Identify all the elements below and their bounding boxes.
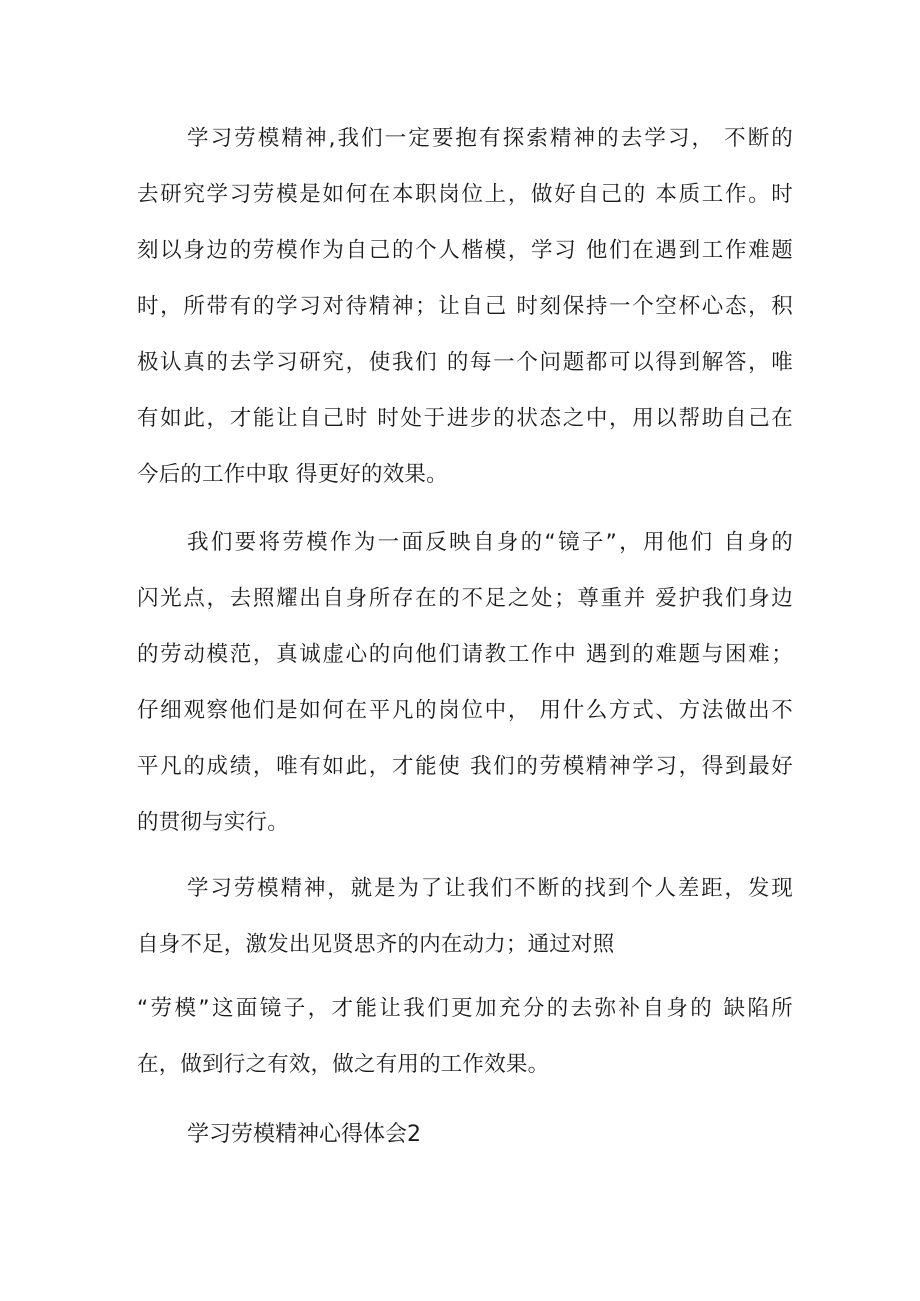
paragraph-2-line-2: 闪光点，去照耀出自身所存在的不足之处；尊重并 爱护我们身边: [137, 586, 793, 611]
paragraph-1-line-2: 去研究学习劳模是如何在本职岗位上，做好自己的 本质工作。时: [137, 182, 793, 207]
paragraph-2-line-4: 仔细观察他们是如何在平凡的岗位中， 用什么方式、方法做出不: [137, 698, 793, 723]
paragraph-2-line-1: 我们要将劳模作为一面反映自身的“镜子”，用他们 自身的: [187, 530, 793, 555]
paragraph-2-line-6: 的贯彻与实行。: [137, 810, 289, 835]
paragraph-1-line-4: 时，所带有的学习对待精神；让自己 时刻保持一个空杯心态，积: [137, 294, 793, 319]
paragraph-1-line-5: 极认真的去学习研究，使我们 的每一个问题都可以得到解答，唯: [137, 350, 793, 375]
paragraph-1-line-7: 今后的工作中取 得更好的效果。: [137, 462, 448, 487]
paragraph-3-line-2: 自身不足，激发出见贤思齐的内在动力；通过对照: [137, 932, 615, 957]
paragraph-4-line-1: “劳模”这面镜子，才能让我们更加充分的去弥补自身的 缺陷所: [137, 996, 793, 1021]
paragraph-1-line-6: 有如此，才能让自己时 时处于进步的状态之中，用以帮助自己在: [137, 406, 793, 431]
paragraph-2-line-5: 平凡的成绩，唯有如此，才能使 我们的劳模精神学习，得到最好: [137, 754, 793, 779]
paragraph-2-line-3: 的劳动模范，真诚虚心的向他们请教工作中 遇到的难题与困难；: [137, 642, 793, 667]
paragraph-4-line-2: 在，做到行之有效，做之有用的工作效果。: [137, 1052, 550, 1077]
section-heading: 学习劳模精神心得体会2: [187, 1122, 421, 1147]
paragraph-1-line-1: 学习劳模精神,我们一定要抱有探索精神的去学习， 不断的: [187, 126, 793, 151]
paragraph-1-line-3: 刻以身边的劳模作为自己的个人楷模，学习 他们在遇到工作难题: [137, 238, 793, 263]
paragraph-3-line-1: 学习劳模精神，就是为了让我们不断的找到个人差距，发现: [187, 876, 793, 901]
